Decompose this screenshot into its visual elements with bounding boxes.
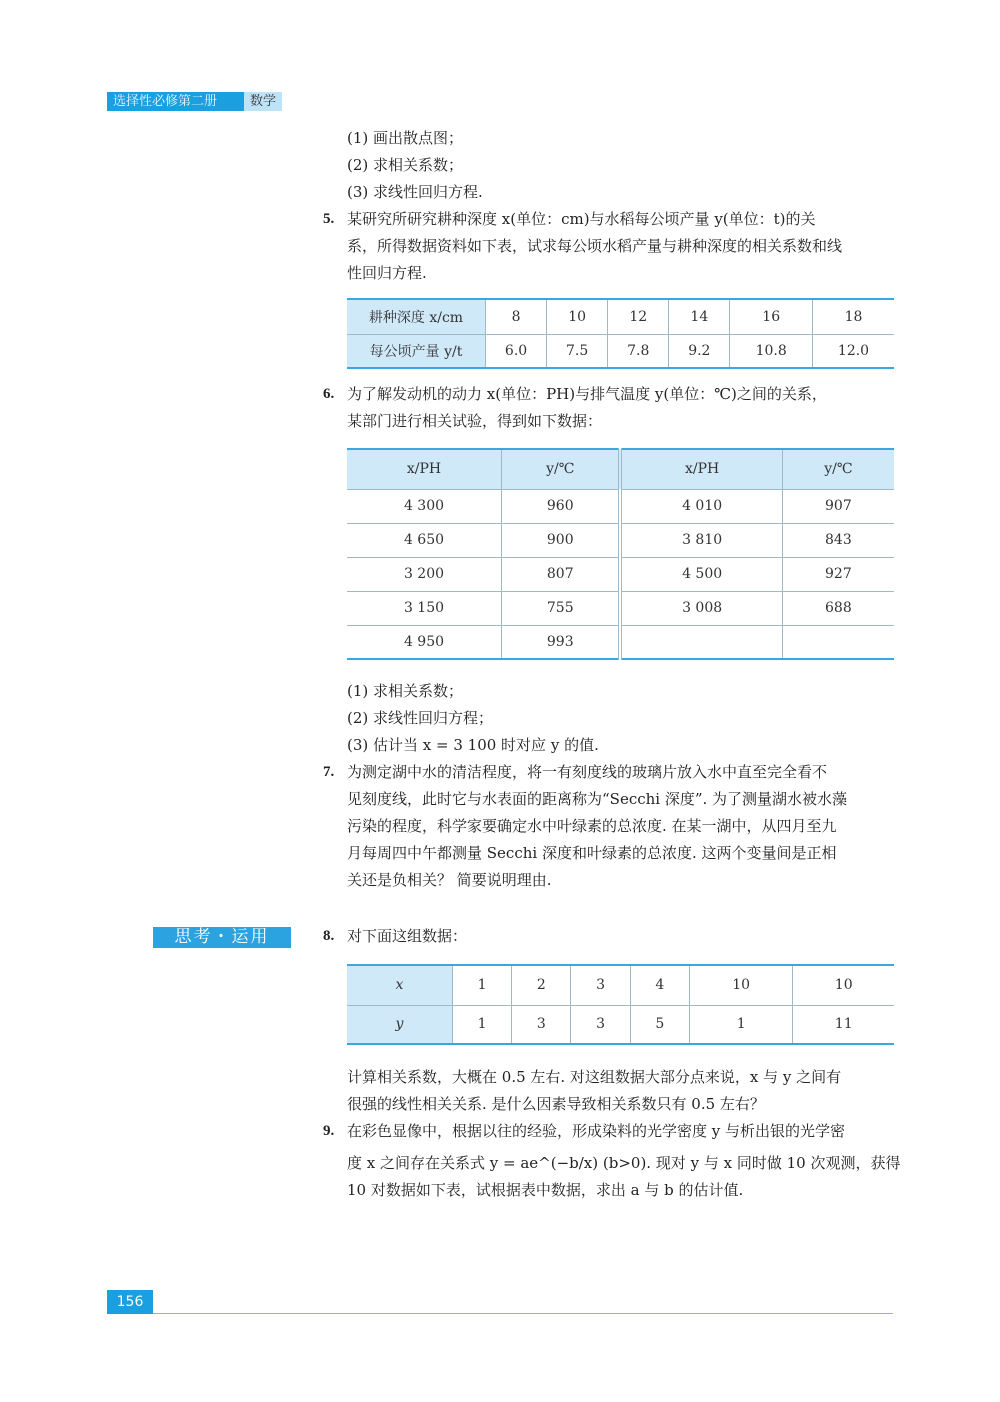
cell: 12.0 <box>813 334 894 368</box>
question-6-line <box>323 381 897 408</box>
cell: 807 <box>502 557 621 591</box>
cell: 993 <box>502 625 621 659</box>
question-number: 8. <box>323 928 335 944</box>
text: 某研究所研究耕种深度 x(单位：cm)与水稻每公顷产量 y(单位：t)的关 <box>347 210 816 228</box>
cell: 927 <box>782 557 894 591</box>
cell: 10 <box>689 965 793 1005</box>
cell: 3 <box>571 1005 630 1044</box>
question-number: 6. <box>323 386 335 402</box>
cell: 10.8 <box>730 334 813 368</box>
question-8-line <box>323 923 897 950</box>
list-item: (2) 求线性回归方程； <box>347 709 494 727</box>
table-row <box>347 334 894 368</box>
text: 为测定湖中水的清洁程度，将一有刻度线的玻璃片放入水中直至完全看不 <box>347 763 828 781</box>
cell: 688 <box>782 591 894 625</box>
cell: 755 <box>502 591 621 625</box>
table-row <box>347 965 894 1005</box>
table-row <box>347 523 894 557</box>
row-header: y <box>347 1005 453 1044</box>
cell: 8 <box>486 299 547 334</box>
question-5-line: 性回归方程. <box>347 264 427 282</box>
question-7-line <box>323 759 897 786</box>
column-header: x/PH <box>406 461 442 478</box>
depth-yield-table <box>347 298 894 369</box>
question-number: 9. <box>323 1123 335 1139</box>
cell: 1 <box>453 965 512 1005</box>
footer-divider <box>153 1313 893 1314</box>
table-row <box>347 625 894 659</box>
question-8-line: 计算相关系数，大概在 0.5 左右. 对这组数据大部分点来说，x 与 y 之间有 <box>347 1068 842 1086</box>
cell: 4 950 <box>403 633 445 650</box>
question-5-line <box>323 206 897 233</box>
question-number: 7. <box>323 764 335 780</box>
cell: 14 <box>669 299 730 334</box>
text: 为了解发动机的动力 x(单位：PH)与排气温度 y(单位：℃)之间的关系， <box>347 385 827 403</box>
cell: 1 <box>453 1005 512 1044</box>
cell: 7.5 <box>547 334 608 368</box>
question-8-line: 很强的线性相关关系. 是什么因素导致相关系数只有 0.5 左右？ <box>347 1095 765 1113</box>
cell: 2 <box>512 965 571 1005</box>
cell: 3 200 <box>403 566 445 582</box>
question-9-line <box>323 1118 897 1145</box>
cell: 4 500 <box>620 557 782 591</box>
cell: 1 <box>689 1005 793 1044</box>
subject-label: 数学 <box>244 92 282 111</box>
cell: 4 300 <box>403 498 445 514</box>
cell: 10 <box>547 299 608 334</box>
table-row <box>347 489 894 523</box>
page-number: 156 <box>107 1290 153 1314</box>
cell: 18 <box>813 299 894 334</box>
section-label: 思考・运用 <box>153 927 291 948</box>
cell: 7.8 <box>608 334 669 368</box>
text: 在彩色显像中，根据以往的经验，形成染料的光学密度 y 与析出银的光学密 <box>347 1122 846 1140</box>
cell: 12 <box>608 299 669 334</box>
cell: 11 <box>793 1005 894 1044</box>
question-number: 5. <box>323 211 335 227</box>
cell: 843 <box>782 523 894 557</box>
cell: 16 <box>730 299 813 334</box>
cell: 900 <box>502 523 621 557</box>
cell: 3 810 <box>620 523 782 557</box>
cell: 4 <box>630 965 689 1005</box>
question-7-line: 污染的程度，科学家要确定水中叶绿素的总浓度. 在某一湖中，从四月至九 <box>347 817 837 835</box>
list-item: (3) 估计当 x = 3 100 时对应 y 的值. <box>347 736 599 754</box>
book-title: 选择性必修第二册 <box>107 92 244 111</box>
cell: 6.0 <box>486 334 547 368</box>
question-6-line: 某部门进行相关试验，得到如下数据： <box>347 412 603 430</box>
cell: 9.2 <box>669 334 730 368</box>
table-row <box>347 299 894 334</box>
table-row <box>347 591 894 625</box>
cell: 3 150 <box>403 600 445 616</box>
table-row <box>347 1005 894 1044</box>
cell: 5 <box>630 1005 689 1044</box>
text: 对下面这组数据： <box>347 927 468 945</box>
cell: 3 <box>512 1005 571 1044</box>
cell: 10 <box>793 965 894 1005</box>
column-header: x/PH <box>620 449 782 489</box>
row-header: x <box>347 965 453 1005</box>
xy-table <box>347 964 894 1045</box>
cell: 4 010 <box>620 489 782 523</box>
cell <box>620 625 782 659</box>
cell: 4 650 <box>403 532 445 548</box>
running-header <box>107 92 282 111</box>
question-9-line: 度 x 之间存在关系式 y = ae^(−b/x) (b>0). 现对 y 与 x 同时做 10 次观测，获得 <box>347 1154 901 1172</box>
column-header: y/℃ <box>782 449 894 489</box>
list-item: (3) 求线性回归方程. <box>347 183 483 201</box>
question-9-line: 10 对数据如下表，试根据表中数据，求出 a 与 b 的估计值. <box>347 1181 744 1199</box>
table-header-row <box>347 449 894 489</box>
question-5-line: 系，所得数据资料如下表，试求每公顷水稻产量与耕种深度的相关系数和线 <box>347 237 843 255</box>
question-7-line: 关还是负相关？ 简要说明理由. <box>347 871 552 889</box>
row-header: 耕种深度 x/cm <box>347 299 486 334</box>
list-item: (1) 求相关系数； <box>347 682 464 700</box>
cell <box>782 625 894 659</box>
row-header: 每公顷产量 y/t <box>347 334 486 368</box>
cell: 907 <box>782 489 894 523</box>
list-item: (2) 求相关系数； <box>347 156 464 174</box>
list-item: (1) 画出散点图； <box>347 129 464 147</box>
table-row <box>347 557 894 591</box>
cell: 960 <box>502 489 621 523</box>
power-temperature-table <box>347 448 894 660</box>
column-header: y/℃ <box>502 449 621 489</box>
question-7-line: 见刻度线，此时它与水表面的距离称为“Secchi 深度”. 为了测量湖水被水藻 <box>347 790 848 808</box>
cell: 3 <box>571 965 630 1005</box>
question-7-line: 月每周四中午都测量 Secchi 深度和叶绿素的总浓度. 这两个变量间是正相 <box>347 844 837 862</box>
cell: 3 008 <box>620 591 782 625</box>
